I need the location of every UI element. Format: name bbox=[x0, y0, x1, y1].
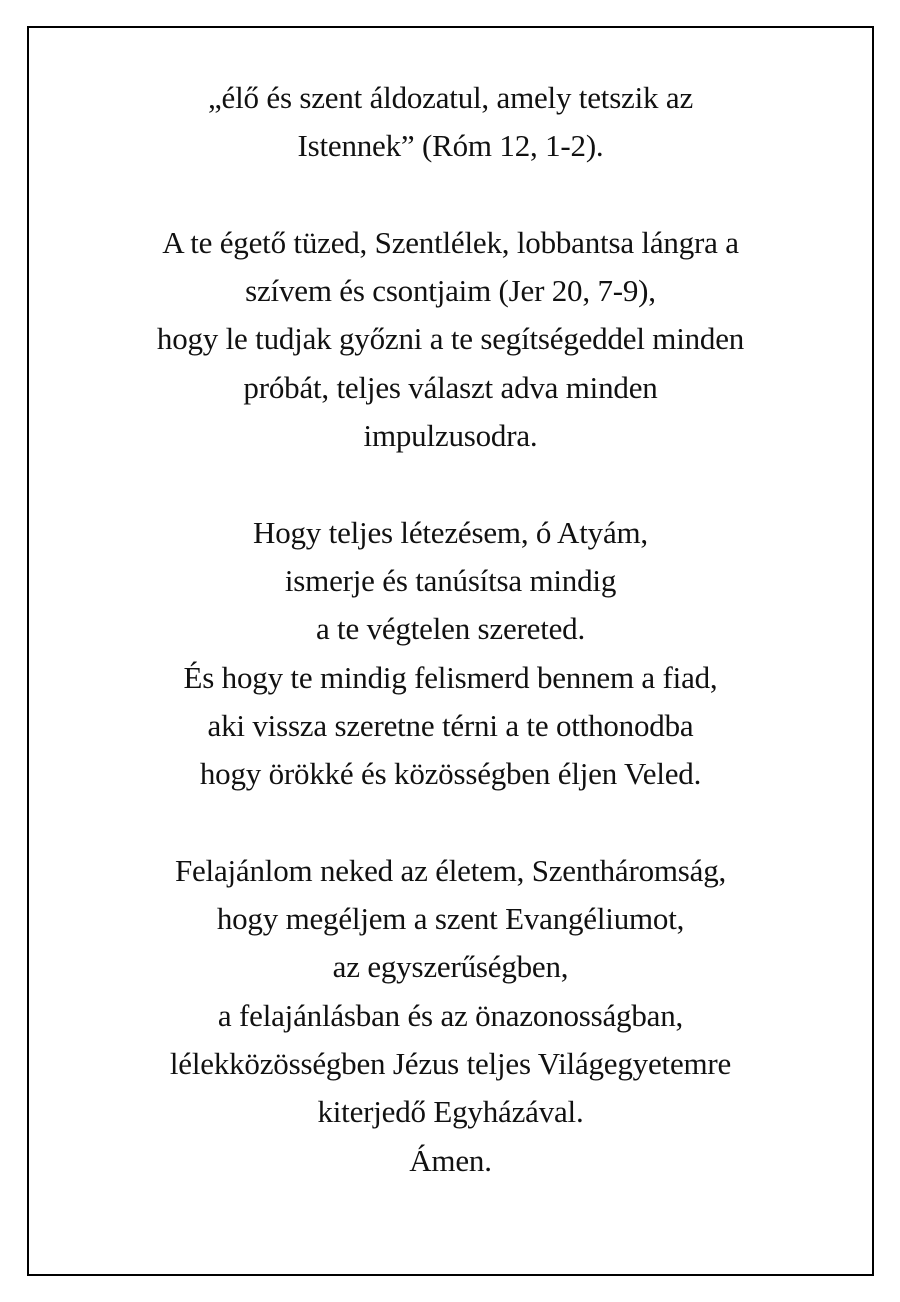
text-line: Felajánlom neked az életem, Szentháromság, bbox=[174, 852, 727, 888]
text-line: az egyszerűségben, bbox=[332, 949, 569, 985]
text-line: szívem és csontjaim (Jer 20, 7-9), bbox=[245, 273, 656, 309]
stanza-holy-spirit bbox=[29, 219, 872, 460]
text-line: hogy le tudjak győzni a te segítségeddel minden bbox=[156, 321, 745, 357]
text-line: aki vissza szeretne térni a te otthonodba bbox=[207, 707, 694, 743]
text-line: a felajánlásban és az önazonosságban, bbox=[217, 997, 684, 1033]
text-line: Hogy teljes létezésem, ó Atyám, bbox=[253, 514, 648, 550]
text-line: kiterjedő Egyházával. bbox=[317, 1094, 584, 1130]
stanza-trinity-offering bbox=[29, 847, 872, 1185]
text-line: ismerje és tanúsítsa mindig bbox=[284, 562, 617, 598]
text-line: lélekközösségben Jézus teljes Világegyetemre bbox=[169, 1045, 732, 1081]
text-line: És hogy te mindig felismerd bennem a fiad, bbox=[183, 659, 718, 695]
text-line: a te végtelen szereted. bbox=[315, 611, 586, 647]
text-line: Istennek” (Róm 12, 1-2). bbox=[297, 128, 604, 164]
text-line: hogy örökké és közösségben éljen Veled. bbox=[199, 756, 702, 792]
page-frame bbox=[27, 26, 874, 1276]
text-line: próbát, teljes választ adva minden bbox=[243, 369, 658, 405]
text-line: A te égető tüzed, Szentlélek, lobbantsa lángra a bbox=[162, 224, 739, 260]
text-line: impulzusodra. bbox=[363, 418, 538, 454]
text-line: hogy megéljem a szent Evangéliumot, bbox=[216, 901, 685, 937]
amen-line: Ámen. bbox=[409, 1142, 492, 1178]
stanza-father bbox=[29, 509, 872, 799]
stanza-scripture-quote bbox=[29, 74, 872, 171]
prayer-text bbox=[29, 74, 872, 1233]
text-line: „élő és szent áldozatul, amely tetszik az bbox=[208, 80, 693, 115]
